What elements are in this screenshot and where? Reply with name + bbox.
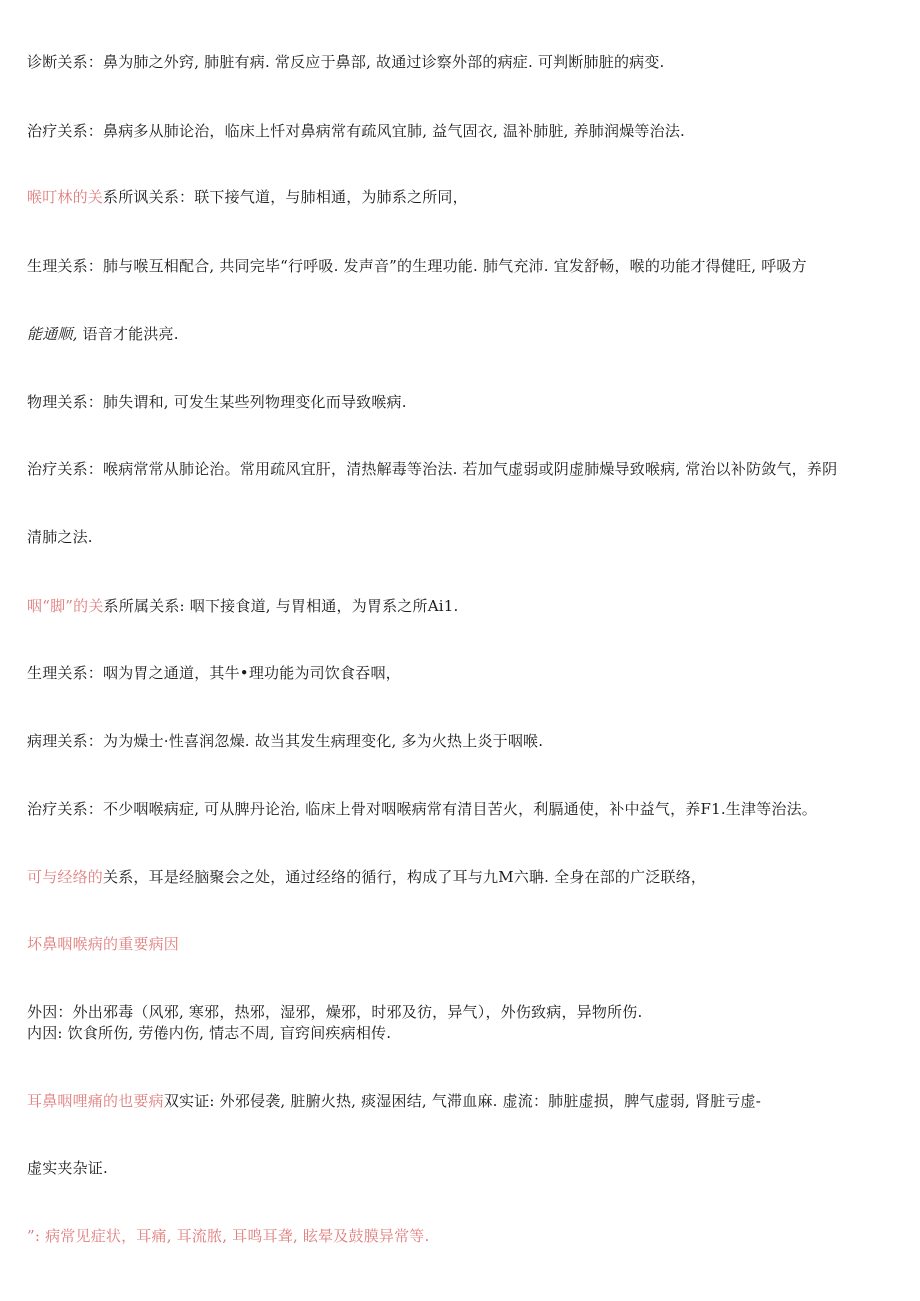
line-14 (27, 934, 179, 954)
line-17-heading: 耳鼻咽哩痛的也要病 (27, 1092, 164, 1110)
line-4-text: 生理关系：肺与喉互相配合, 共同完毕“行呼吸. 发声音”的生理功能. 肺气充沛. 宜发舒畅，喉的功能才得健旺, 呼吸方 (27, 257, 807, 275)
line-19-heading: ”: 病常见症状，耳痛, 耳流脓, 耳鸣耳聋, 眩晕及鼓膜异常等. (27, 1227, 430, 1245)
line-2-text: 治疗关系：鼻病多从肺论治，临床上忏对鼻病常有疏风宜肺, 益气固衣, 温补肺脏, 养肺润燥等治法. (27, 122, 685, 140)
line-12-text: 治疗关系：不少咽喉病症, 可从脾丹论治, 临床上骨对咽喉病常有清目苦火，利膈通使，补中益气，养F1.生津等治法。 (27, 800, 817, 818)
line-7-text: 治疗关系：喉病常常从肺论治。常用疏风宜肝，清热解毒等治法. 若加气虚弱或阴虚肺燥导致喉病, 常治以补防敛气，养阴 (27, 460, 838, 478)
line-5-text: 语音才能洪亮. (77, 325, 179, 343)
line-14-heading: 坏鼻咽喉病的重要病因 (27, 935, 180, 953)
line-18-text: 虚实夹杂证. (27, 1159, 108, 1177)
line-9-text: 系所属关系: 咽下接食道, 与胃相通，为胃系之所Ai1. (103, 597, 459, 615)
line-2 (27, 121, 685, 141)
line-5-italic: 能通顺, (27, 325, 78, 343)
line-11 (27, 731, 543, 751)
line-8-text: 清肺之法. (27, 528, 93, 546)
line-5 (27, 324, 179, 344)
line-7 (27, 459, 837, 479)
line-3-text: 系所讽关系：联下接气道，与肺相通，为肺系之所同， (103, 188, 468, 206)
line-8 (27, 527, 93, 547)
line-10-text: 生理关系：咽为胃之通道，其牛•理功能为司饮食吞咽， (27, 664, 401, 682)
line-10 (27, 663, 401, 683)
line-18 (27, 1158, 108, 1178)
line-3 (27, 187, 468, 207)
line-12 (27, 799, 817, 819)
line-15-text: 外因：外出邪毒（风邪, 寒邪，热邪，湿邪，燥邪，时邪及彷，异气），外伤致病，异物所伤. (27, 1003, 643, 1021)
line-16-text: 内因: 饮食所伤, 劳倦内伤, 情志不周, 盲窍间疾病相传. (27, 1024, 392, 1042)
line-1-text: 诊断关系：鼻为肺之外窍, 肺脏有病. 常反应于鼻部, 故通过诊察外部的病症. 可判断肺脏的病变. (27, 53, 665, 71)
line-6-text: 物理关系：肺失谓和, 可发生某些列物理变化而导致喉病. (27, 393, 407, 411)
line-9-heading: 咽“脚”的关 (27, 597, 104, 615)
line-3-heading: 喉叮林的关 (27, 188, 104, 206)
line-16 (27, 1023, 391, 1043)
line-11-text: 病理关系：为为燥士·性喜润忽燥. 故当其发生病理变化, 多为火热上炎于咽喉. (27, 732, 544, 750)
line-17 (27, 1091, 761, 1111)
line-15 (27, 1002, 642, 1022)
line-13 (27, 867, 706, 887)
line-19 (27, 1226, 429, 1246)
line-13-heading: 可与经络的 (27, 868, 104, 886)
line-4 (27, 256, 807, 276)
line-6 (27, 392, 407, 412)
line-13-text: 关系，耳是经脑聚会之处，通过经络的循行，构成了耳与九M六聃. 全身在部的广泛联络， (103, 868, 707, 886)
line-1 (27, 52, 665, 72)
line-17-text: 双实证: 外邪侵袭, 脏腑火热, 痰湿困结, 气滞血麻. 虚流：肺脏虚损，脾气虚弱, 肾脏亏虚- (163, 1092, 761, 1110)
line-9 (27, 596, 458, 616)
